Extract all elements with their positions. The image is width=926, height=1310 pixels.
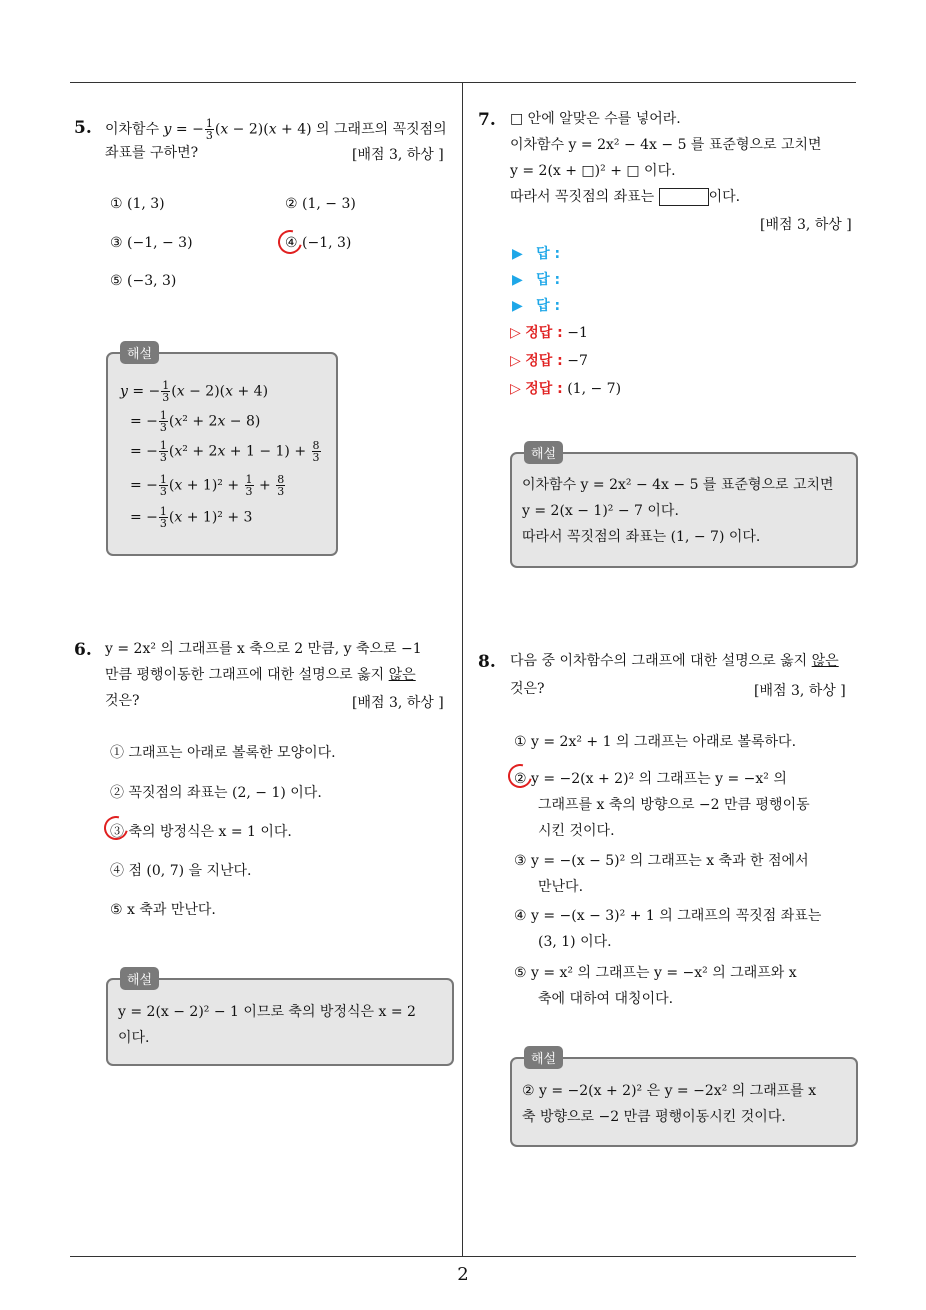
q5-correct-mark-icon (274, 226, 307, 259)
q6-option-1[interactable]: ① 그래프는 아래로 볼록한 모양이다. (110, 745, 336, 761)
q7-answer-row-3[interactable]: ▶ 답 : (512, 298, 561, 314)
q6-line3: 것은? (105, 693, 140, 709)
page-number: 2 (457, 1264, 469, 1285)
q7-answer-blank (659, 188, 709, 206)
q5-solution-line5: = − $\frac{1}{3}$ (x + 1)² + 3 (130, 505, 253, 530)
q6-solution-box (106, 978, 454, 1066)
q7-solution-line1: 이차함수 y = 2x² − 4x − 5 를 표준형으로 고치면 (522, 477, 834, 493)
q6-solution-line2: 이다. (118, 1030, 150, 1046)
q5-solution-line4: = − $\frac{1}{3}$ (x + 1)² + $\frac{1}{3}$ + $\frac{8}{3}$ (130, 473, 285, 498)
q7-line1: □ 안에 알맞은 수를 넣어라. (510, 111, 681, 127)
q8-solution-line2: 축 방향으로 −2 만큼 평행이동시킨 것이다. (522, 1109, 786, 1125)
bottom-rule (70, 1256, 856, 1257)
q7-correct-row-3: ▷ 정답 : (1, − 7) (510, 381, 622, 397)
q6-option-4[interactable]: ④ 점 (0, 7) 을 지난다. (110, 863, 252, 879)
q5-line1: 이차함수 y = − $\frac{1}{3}$ (x − 2)(x + 4) 의 그래프의 꼭짓점의 (105, 117, 447, 142)
q7-correct-row-2: ▷ 정답 : −7 (510, 353, 588, 369)
q5-solution-line3: = − $\frac{1}{3}$ (x² + 2x + 1 − 1) + $\frac{8}{3}$ (130, 439, 320, 464)
q8-line2: 것은? (510, 681, 545, 697)
q8-option-4[interactable]: ④ y = −(x − 3)² + 1 의 그래프의 꼭짓점 좌표는 (514, 908, 822, 924)
q7-score: [배점 3, 하상 ] (760, 217, 852, 233)
q5-option-2[interactable]: ② (1, − 3) (285, 196, 356, 212)
play-icon: ▶ (512, 272, 523, 288)
outline-play-icon: ▷ (510, 325, 521, 341)
q8-option-5-cont: 축에 대하여 대칭이다. (538, 991, 674, 1007)
q8-solution-tag: 해설 (524, 1046, 563, 1069)
q8-option-5[interactable]: ⑤ y = x² 의 그래프는 y = −x² 의 그래프와 x (514, 965, 797, 981)
q5-option-5[interactable]: ⑤ (−3, 3) (110, 273, 177, 289)
q5-line2: 좌표를 구하면? (105, 145, 199, 161)
q8-solution-box (510, 1057, 858, 1147)
q5-solution-line1: y = − $\frac{1}{3}$ (x − 2)(x + 4) (120, 379, 269, 404)
q5-option-1[interactable]: ① (1, 3) (110, 196, 165, 212)
q5-solution-tag: 해설 (120, 341, 159, 364)
q8-number: 8. (478, 652, 496, 672)
q6-score: [배점 3, 하상 ] (352, 695, 444, 711)
q7-line4: 따라서 꼭짓점의 좌표는 이다. (510, 189, 741, 205)
q6-option-3[interactable]: ③ 축의 방정식은 x = 1 이다. (110, 824, 292, 840)
q5-number: 5. (74, 118, 92, 138)
q7-solution-tag: 해설 (524, 441, 563, 464)
q6-solution-line1: y = 2(x − 2)² − 1 이므로 축의 방정식은 x = 2 (118, 1004, 416, 1020)
q8-solution-line1: ② y = −2(x + 2)² 은 y = −2x² 의 그래프를 x (522, 1083, 817, 1099)
q5-option-4[interactable]: ④ (−1, 3) (285, 235, 352, 251)
q6-solution-tag: 해설 (120, 967, 159, 990)
q6-number: 6. (74, 640, 92, 660)
outline-play-icon: ▷ (510, 353, 521, 369)
q6-option-5[interactable]: ⑤ x 축과 만난다. (110, 902, 216, 918)
q8-score: [배점 3, 하상 ] (754, 683, 846, 699)
q8-option-2-cont1: 그래프를 x 축의 방향으로 −2 만큼 평행이동 (538, 797, 810, 813)
q5-option-3[interactable]: ③ (−1, − 3) (110, 235, 193, 251)
q7-number: 7. (478, 110, 496, 130)
play-icon: ▶ (512, 298, 523, 314)
q7-answer-row-2[interactable]: ▶ 답 : (512, 272, 561, 288)
q7-line2: 이차함수 y = 2x² − 4x − 5 를 표준형으로 고치면 (510, 137, 822, 153)
q5-score: [배점 3, 하상 ] (352, 147, 444, 163)
q5-solution-line2: = − $\frac{1}{3}$ (x² + 2x − 8) (130, 409, 261, 434)
q6-option-2[interactable]: ② 꼭짓점의 좌표는 (2, − 1) 이다. (110, 785, 322, 801)
q7-solution-line2: y = 2(x − 1)² − 7 이다. (522, 503, 679, 519)
q8-option-3[interactable]: ③ y = −(x − 5)² 의 그래프는 x 축과 한 점에서 (514, 853, 809, 869)
q8-option-1[interactable]: ① y = 2x² + 1 의 그래프는 아래로 볼록하다. (514, 734, 797, 750)
top-rule (70, 82, 856, 83)
q8-option-2[interactable]: ② y = −2(x + 2)² 의 그래프는 y = −x² 의 (514, 771, 787, 787)
q7-answer-row-1[interactable]: ▶ 답 : (512, 246, 561, 262)
q8-option-4-cont: (3, 1) 이다. (538, 934, 612, 950)
q8-line1: 다음 중 이차함수의 그래프에 대한 설명으로 옳지 않은 (510, 653, 839, 669)
q8-option-2-cont2: 시킨 것이다. (538, 823, 615, 839)
q7-correct-row-1: ▷ 정답 : −1 (510, 325, 588, 341)
q7-solution-line3: 따라서 꼭짓점의 좌표는 (1, − 7) 이다. (522, 529, 761, 545)
q8-option-3-cont: 만난다. (538, 879, 584, 895)
q7-line3: y = 2(x + □)² + □ 이다. (510, 163, 676, 179)
column-divider (462, 82, 463, 1256)
outline-play-icon: ▷ (510, 381, 521, 397)
q6-line1: y = 2x² 의 그래프를 x 축으로 2 만큼, y 축으로 −1 (105, 641, 422, 657)
q6-line2: 만큼 평행이동한 그래프에 대한 설명으로 옳지 않은 (105, 667, 416, 683)
play-icon: ▶ (512, 246, 523, 262)
